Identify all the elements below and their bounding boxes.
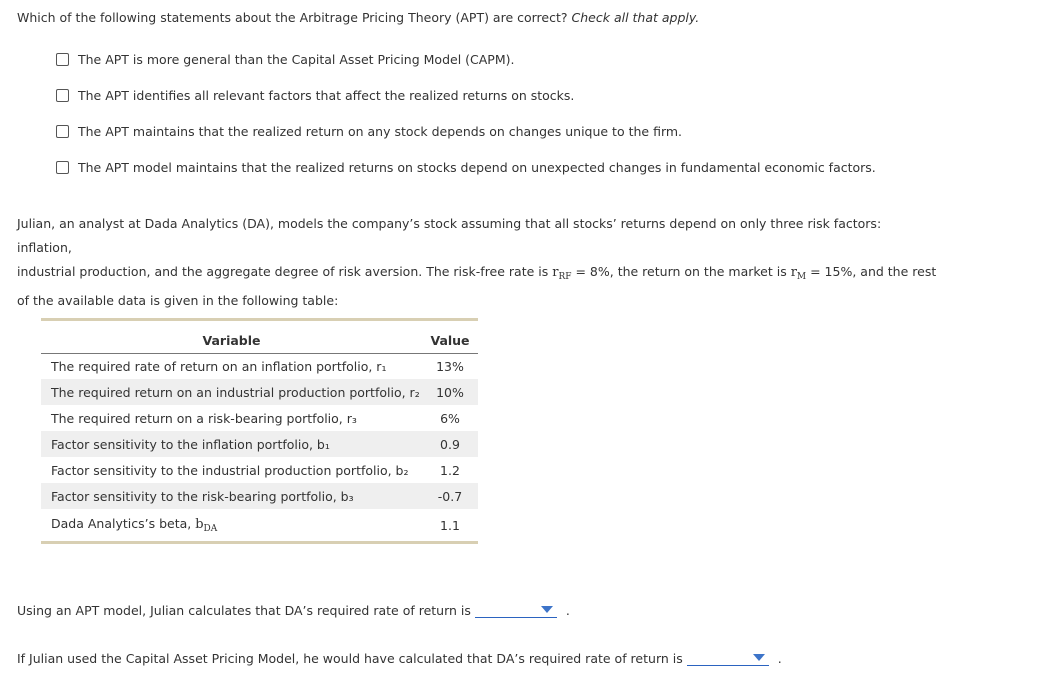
data-table <box>41 318 478 544</box>
header-variable: Variable <box>41 321 422 353</box>
header-value: Value <box>422 321 478 353</box>
row-variable: Factor sensitivity to the industrial production portfolio, b₂ <box>51 462 409 478</box>
row-value: 1.1 <box>440 517 460 533</box>
table-bottom-rule <box>41 541 478 544</box>
paragraph-line-3: of the available data is given in the following table: <box>17 293 339 308</box>
row-value: 1.2 <box>440 462 460 478</box>
choice-2-label: The APT identifies all relevant factors that affect the realized returns on stocks. <box>78 88 575 103</box>
risk-free-symbol: $r_{RF}$ <box>552 265 572 282</box>
apt-answer-dropdown[interactable] <box>475 602 557 618</box>
choice-1[interactable] <box>56 52 514 67</box>
table-row <box>41 457 478 483</box>
row-variable: Factor sensitivity to the risk-bearing portfolio, b₃ <box>41 483 422 509</box>
row-variable: The required return on an industrial production portfolio, r₂ <box>41 379 422 405</box>
table-row <box>41 379 478 405</box>
row-value: 10% <box>422 379 478 405</box>
choice-2-checkbox[interactable] <box>56 89 69 102</box>
row-variable: Dada Analytics’s beta, $b_{DA}$ <box>51 516 218 534</box>
capm-period: . <box>777 651 782 666</box>
table-row <box>41 353 478 379</box>
choice-3-label: The APT maintains that the realized return on any stock depends on changes unique to the firm. <box>78 124 683 139</box>
row-variable: The required return on a risk-bearing portfolio, r₃ <box>51 410 357 426</box>
apt-question <box>17 602 570 618</box>
question-hint: Check all that apply. <box>571 10 700 25</box>
table-row <box>41 483 478 509</box>
chevron-down-icon <box>753 654 765 661</box>
problem-paragraph <box>17 212 937 313</box>
capm-question <box>17 650 782 666</box>
beta-symbol: $b_{DA}$ <box>195 517 218 534</box>
chevron-down-icon <box>541 606 553 613</box>
market-return-symbol: $r_M$ <box>790 265 807 282</box>
apt-question-text: Using an APT model, Julian calculates that DA’s required rate of return is <box>17 603 471 618</box>
apt-period: . <box>565 603 570 618</box>
choice-4[interactable] <box>56 160 876 175</box>
choice-4-label: The APT model maintains that the realized returns on stocks depend on unexpected changes in fundamental economic factors. <box>78 160 876 175</box>
table-row <box>41 405 478 431</box>
capm-answer-dropdown[interactable] <box>687 650 769 666</box>
choice-1-label: The APT is more general than the Capital Asset Pricing Model (CAPM). <box>78 52 515 67</box>
choice-1-checkbox[interactable] <box>56 53 69 66</box>
choice-2[interactable] <box>56 88 574 103</box>
row-variable: Factor sensitivity to the inflation portfolio, b₁ <box>41 431 422 457</box>
paragraph-line-2: industrial production, and the aggregate degree of risk aversion. The risk-free rate is $r_{RF} = 8\%$, the return on the market is $r_M = 15\%$, and the rest <box>17 264 937 282</box>
row-value: 6% <box>440 410 460 426</box>
choice-3-checkbox[interactable] <box>56 125 69 138</box>
choice-4-checkbox[interactable] <box>56 161 69 174</box>
table-row <box>41 431 478 457</box>
row-value: 13% <box>436 358 464 374</box>
question-text: Which of the following statements about the Arbitrage Pricing Theory (APT) are correct? <box>17 10 568 25</box>
question-prompt <box>17 10 699 25</box>
paragraph-line-1: Julian, an analyst at Dada Analytics (DA), models the company’s stock assuming that all stocks’ returns depend on only three risk factors: inflation, <box>17 216 882 255</box>
table-row <box>41 509 478 541</box>
row-variable: The required rate of return on an inflation portfolio, r₁ <box>51 358 387 374</box>
row-value: -0.7 <box>422 483 478 509</box>
capm-question-text: If Julian used the Capital Asset Pricing Model, he would have calculated that DA’s required rate of return is <box>17 651 683 666</box>
choice-3[interactable] <box>56 124 682 139</box>
row-value: 0.9 <box>422 431 478 457</box>
